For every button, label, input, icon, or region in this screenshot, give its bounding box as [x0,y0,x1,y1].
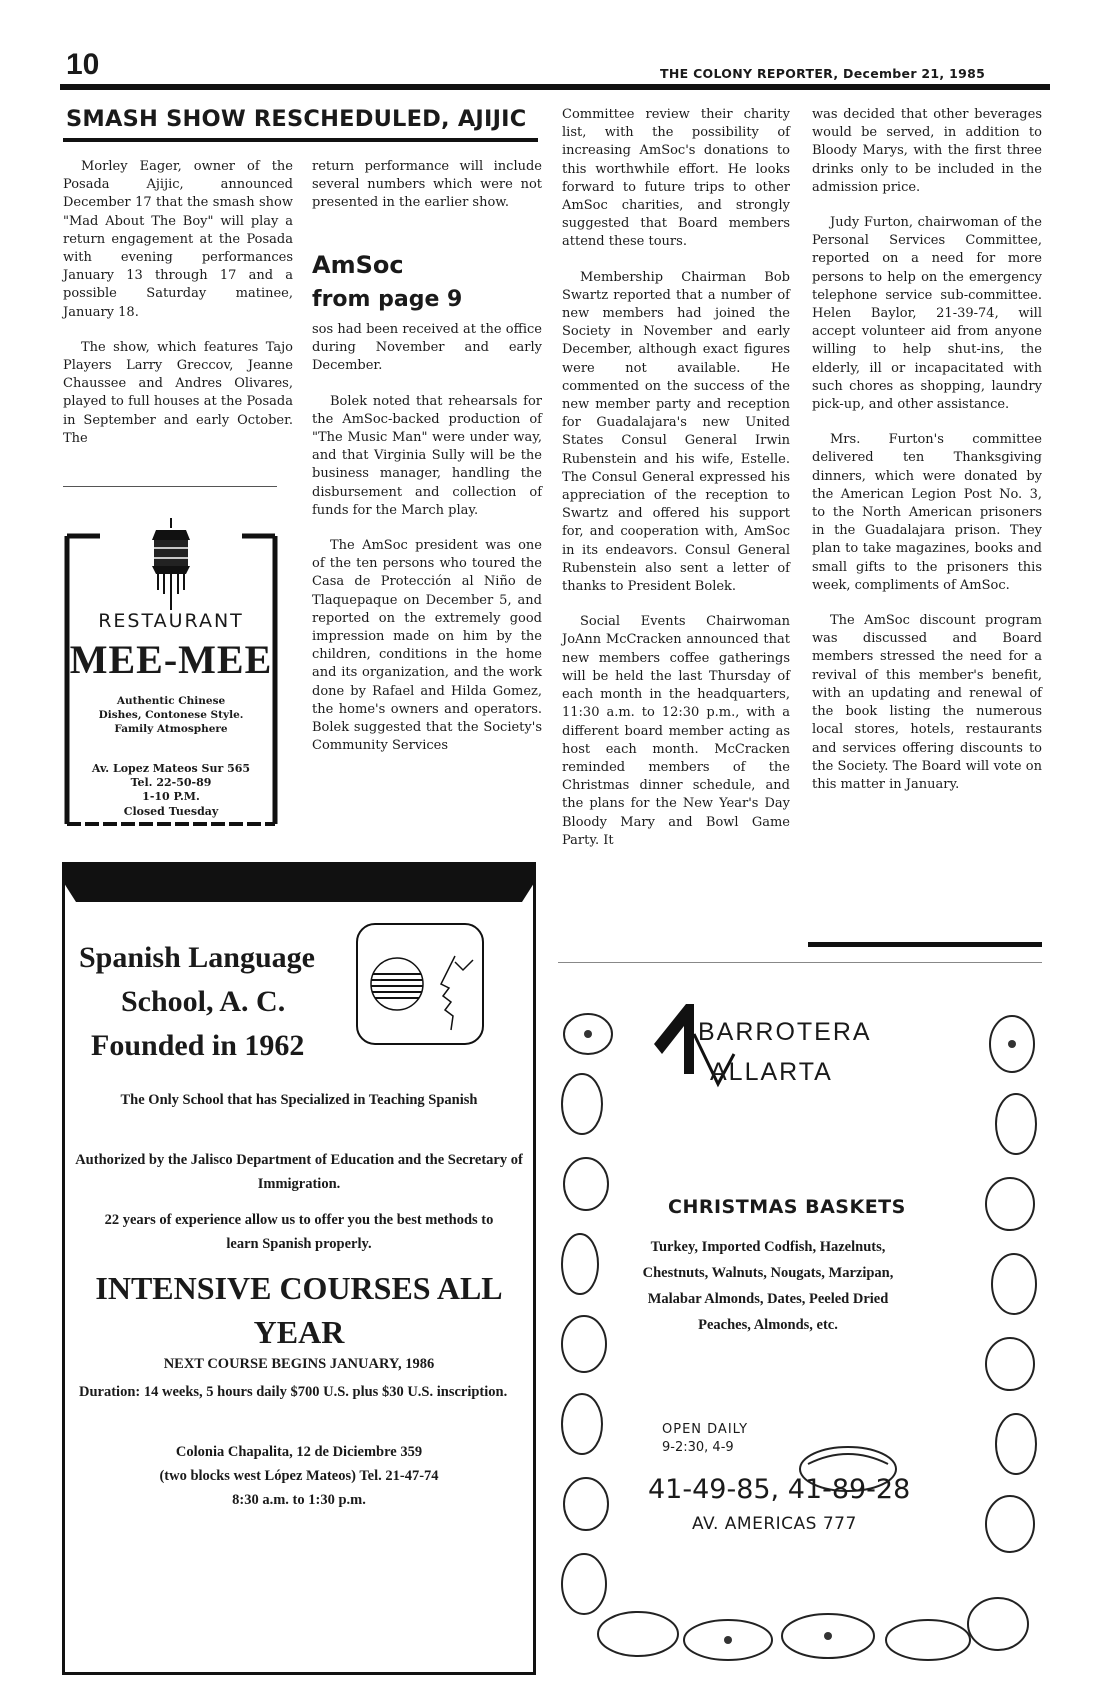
column-rule [808,942,1042,947]
open-hours: 9-2:30, 4-9 [662,1440,734,1455]
column-rule [63,486,277,487]
article-paragraph: The AmSoc president was one of the ten persons who toured the Casa de Protección al Niño de Tlaquepaque on December 5, and reported on the extremely good impression made on him by the children, conditions in the home and its organization, and the work done by Rafael and Hilda Gomez, the home's owners and operators. Bolek suggested that the Society's Community Services [312,538,542,754]
article-column-1 [63,158,293,448]
restaurant-address: Av. Lopez Mateos Sur 565 [91,762,251,775]
restaurant-ad [64,518,278,828]
top-rule [60,84,1050,90]
school-title-line: Spanish Language [79,941,315,974]
school-title-line: Founded in 1962 [91,1029,305,1062]
amsoc-title: AmSoc [312,251,404,279]
school-intensive: INTENSIVE COURSES ALL YEAR [95,1270,503,1350]
school-specialization: The Only School that has Specialized in Teaching Spanish [120,1092,478,1108]
store-name-line-2: ALLARTA [710,1058,833,1086]
article-paragraph: Morley Eager, owner of the Posada Ajijic, announced December 17 that the smash show "Mad About The Boy" will play a return engagement at the Posada with evening performances January 13 through 17 and a possible Saturday matinee, January 18. [63,159,293,320]
store-name-line-1: BARROTERA [698,1018,872,1046]
school-title [79,936,315,1068]
open-daily-label: OPEN DAILY [662,1422,749,1437]
article-paragraph: The show, which features Tajo Players Larry Greccov, Jeanne Chaussee and Andres Olivares, played to full houses at the Posada in September and early October. The [63,339,293,446]
school-title-line: School, A. C. [121,985,286,1018]
school-experience: 22 years of experience allow us to offer you the best methods to learn Spanish properly. [104,1212,494,1252]
school-hours: 8:30 a.m. to 1:30 p.m. [232,1492,366,1508]
abarrotera-ad [558,1004,1042,1668]
school-address: Colonia Chapalita, 12 de Diciembre 359 [175,1444,423,1460]
school-duration [79,1380,519,1404]
school-duration-label: Duration: [79,1384,141,1400]
restaurant-name: MEE-MEE [69,637,273,682]
amsoc-column-2 [312,321,542,755]
restaurant-closed: Closed Tuesday [123,804,219,818]
article-paragraph: Judy Furton, chairwoman of the Personal Services Committee, reported on a need for more persons to help on the emergency telephone service sub-committee. Helen Baylor, 21-39-74, will accept volunteer aid from anyone willing to help shut-ins, the elderly, ill or incapacitated with such chores as shopping, laundry pick-up, and other assistance. [812,215,1042,413]
page-number: 10 [66,48,100,81]
school-logo-icon [355,922,485,1046]
article-paragraph: Committee review their charity list, with the possibility of increasing AmSoc's donations to this worthwhile effort. He looks forward to future trips to other AmSoc charities, and strongly suggested that Board members attend these tours. [562,107,790,250]
article-paragraph: The AmSoc discount program was discussed and Board members stressed the need for a revival of this member's benefit, with an updating and renewal of the book listing the numerous local stores, hotels, restaurants and services offering discounts to the Society. The Board will vote on this matter in January. [812,613,1042,792]
christmas-baskets-title: CHRISTMAS BASKETS [668,1196,906,1218]
restaurant-label: RESTAURANT [98,610,244,632]
letter-a-mark [654,1004,694,1074]
article-headline: SMASH SHOW RESCHEDULED, AJIJIC [66,106,527,132]
restaurant-description: Authentic Chinese Dishes, Contonese Style. Family Atmosphere [98,695,244,735]
article-column-2 [312,158,542,213]
store-address: AV. AMERICAS 777 [692,1514,857,1534]
amsoc-column-4 [812,106,1042,794]
store-phones: 41-49-85, 41-89-28 [648,1474,911,1505]
lantern-icon [136,518,206,610]
amsoc-column-3 [562,106,790,850]
restaurant-hours: 1-10 P.M. [142,790,200,804]
headline-rule [63,138,538,142]
column-rule [558,962,1042,963]
spanish-school-ad [62,862,536,1675]
school-authorization: Authorized by the Jalisco Department of Education and the Secretary of Immigration. [75,1152,523,1192]
restaurant-phone: Tel. 22-50-89 [130,776,212,790]
article-paragraph: Bolek noted that rehearsals for the AmSoc-backed production of "The Music Man" were under way, and that Virginia Sully will be the business manager, handling the disbursement and collection of funds for the March play. [312,393,542,518]
school-directions: (two blocks west López Mateos) Tel. 21-47-74 [159,1468,439,1484]
article-paragraph: Mrs. Furton's committee delivered ten Thanksgiving dinners, which were donated by the American Legion Post No. 3, to the North American prisoners in the Guadalajara prison. They plan to take magazines, books and small gifts to the prisoners this week, compliments of AmSoc. [812,432,1042,593]
article-paragraph: Membership Chairman Bob Swartz reported that a number of new members had joined the Society in November and early December, although exact figures were not available. He commented on the success of the new member party and reception for Guadalajara's new United States Consul General Irwin Rubenstein and his wife, Estelle. The Consul General expressed his appreciation of the reception to Swartz and offered his support for, and cooperation with, AmSoc in its endeavors. Consul General Rubenstein also sent a letter of thanks to President Bolek. [562,269,790,595]
school-duration-text: 14 weeks, 5 hours daily $700 U.S. plus $30 U.S. inscription. [143,1384,508,1400]
masthead: THE COLONY REPORTER, December 21, 1985 [660,66,986,81]
amsoc-subtitle: from page 9 [312,287,463,312]
restaurant-contact [84,762,258,819]
article-paragraph: Social Events Chairwoman JoAnn McCracken announced that new members coffee gatherings will be held the last Thursday of each month in the headquarters, 11:30 a.m. to 12:30 p.m., with a different board member acting as host each month. McCracken reminded members of the Christmas dinner schedule, and the plans for the New Year's Day Bloody Mary and Bowl Game Party. It [562,614,790,848]
christmas-baskets-items: Turkey, Imported Codfish, Hazelnuts, Chestnuts, Walnuts, Nougats, Marzipan, Malabar Almonds, Dates, Peeled Dried Peaches, Almonds, etc. [642,1239,894,1333]
article-paragraph: sos had been received at the office during November and early December. [312,322,542,374]
school-ad-top-band [62,862,536,902]
article-paragraph: return performance will include several numbers which were not presented in the earlier show. [312,159,542,211]
article-paragraph: was decided that other beverages would be served, in addition to Bloody Marys, with the first three drinks only to be included in the admission price. [812,107,1042,195]
school-next-course: NEXT COURSE BEGINS JANUARY, 1986 [163,1356,435,1372]
